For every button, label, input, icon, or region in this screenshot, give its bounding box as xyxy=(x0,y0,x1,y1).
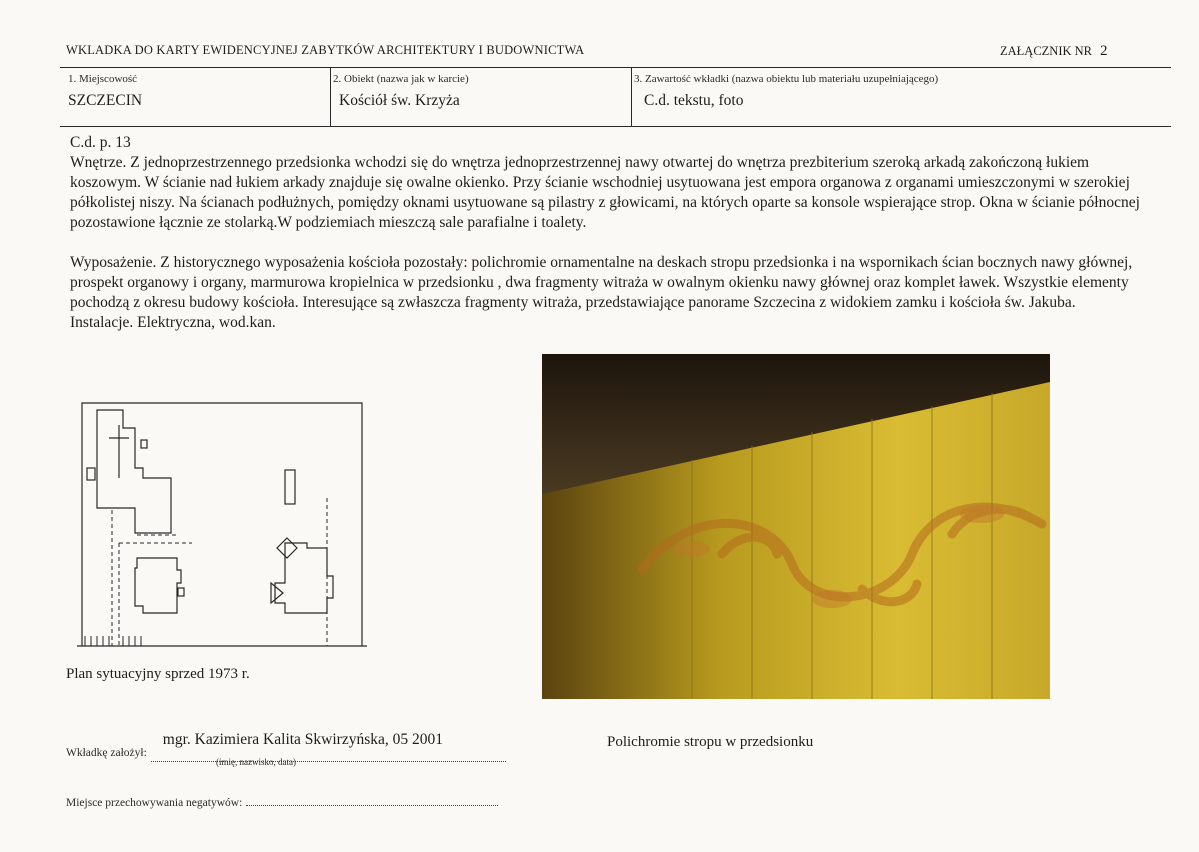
author-line xyxy=(66,731,506,759)
body-text xyxy=(70,133,1160,333)
attachment-number xyxy=(1000,43,1108,60)
table-bottom-border xyxy=(60,126,1171,127)
installations-paragraph: Instalacje. Elektryczna, wod.kan. xyxy=(70,314,276,331)
object-value: Kościół św. Krzyża xyxy=(339,92,460,109)
author-field xyxy=(151,731,506,762)
object-label: 2. Obiekt (nazwa jak w karcie) xyxy=(333,73,469,85)
contents-value: C.d. tekstu, foto xyxy=(644,92,744,109)
furnishings-paragraph: Wyposażenie. Z historycznego wyposażenia kościoła pozostały: polichromie ornamentalne na deskach stropu przedsionka i na wspornikach ścian bocznych nawy głównej, prospekt organowy i organy, marmurowa kropielnica w przedsionku , dwa fragmenty witraża w owalnym okienku nawy głównej oraz komplet ławek. Wszystkie elementy pochodzą z okresu budowy kościoła. Interesujące są zwłaszcza fragmenty witraża, przedstawiające panorame Szczecina z widokiem zamku i kościoła św. Jakuba. xyxy=(70,254,1133,311)
ceiling-polychrome-photo xyxy=(542,354,1050,699)
locality-label: 1. Miejscowość xyxy=(68,73,138,85)
interior-paragraph: Wnętrze. Z jednoprzestrzennego przedsionka wchodzi się do wnętrza jednoprzestrzennej nawy otwartej do wnętrza prezbiterium szeroką arkadą zakończoną łukiem koszowym. W ścianie nad łukiem arkady znajduje się owalne okienko. Przy ścianie wschodniej usytuowana jest empora organowa z organami umieszczonymi w szerokiej półkolistej niszy. Na ścianach podłużnych, pomiędzy oknami usytuowane są pilastry z głowicami, na których oparte sa konsole wspierające strop. Okna w ścianie północnej pozostawione łącznie ze stolarką.W podziemiach mieszczą sale parafialne i toalety. xyxy=(70,154,1140,231)
table-top-border xyxy=(60,67,1171,68)
attachment-label: ZAŁĄCZNIK NR xyxy=(1000,44,1093,58)
negatives-field xyxy=(246,793,498,806)
negatives-line xyxy=(66,793,498,811)
ceiling-polychrome-image xyxy=(542,354,1050,699)
author-label: Wkładkę założył: xyxy=(66,747,147,759)
negatives-label: Miejsce przechowywania negatywów: xyxy=(66,797,243,809)
site-plan-drawing xyxy=(77,398,367,653)
photo-caption: Polichromie stropu w przedsionku xyxy=(607,734,814,750)
attachment-value: 2 xyxy=(1100,43,1108,59)
continuation-note: C.d. p. 13 xyxy=(70,134,131,151)
table-divider-2 xyxy=(631,67,632,127)
author-value: mgr. Kazimiera Kalita Skwirzyńska, 05 2001 xyxy=(162,731,444,748)
plan-caption: Plan sytuacyjny sprzed 1973 r. xyxy=(66,666,250,682)
card-title: WKLADKA DO KARTY EWIDENCYJNEJ ZABYTKÓW ARCHITEKTURY I BUDOWNICTWA xyxy=(66,43,585,57)
table-divider-1 xyxy=(330,67,331,127)
contents-label: 3. Zawartość wkładki (nazwa obiektu lub materiału uzupełniającego) xyxy=(634,73,939,85)
paragraph-spacer xyxy=(70,233,1160,253)
locality-value: SZCZECIN xyxy=(68,92,143,109)
author-hint: (imię, nazwisko, data) xyxy=(216,757,296,767)
